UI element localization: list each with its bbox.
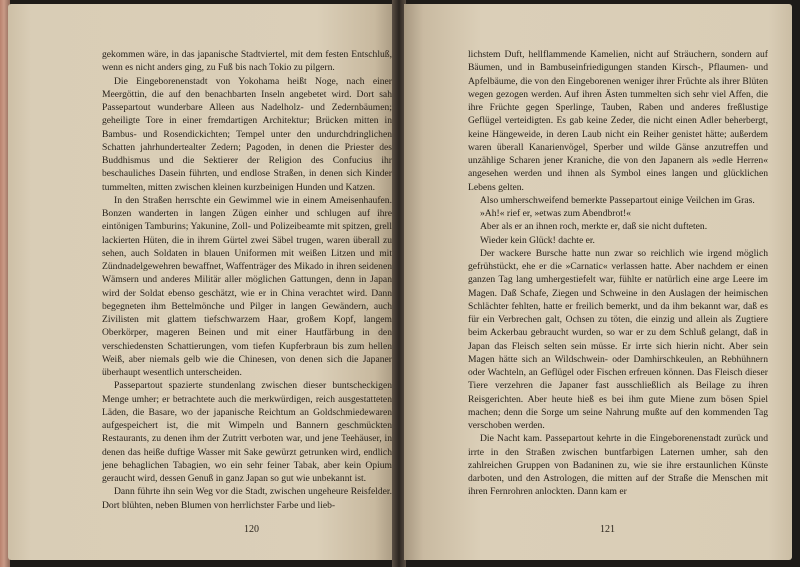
- right-page-text: [468, 48, 768, 499]
- page-number: 121: [600, 524, 615, 535]
- paragraph: Passepartout spazierte stundenlang zwischen dieser buntscheckigen Menge umher; er betrachtete auch die merkwürdigen, reich ausgestatteten Läden, die Basare, wo der japanische Reichtum an Goldschmiedewaren aufgespeichert ist, die mit Wimpeln und Bannern geschmückten Restaurants, zu denen ihm der Zutritt verboten war, und jene Teehäuser, in denen das heiße duftige Wasser mit Sake gewürzt getrunken wird, endlich jene behaglichen Tabagien, wo ein sehr feiner Tabak, aber kein Opium geraucht wird, dessen Genuß in ganz Japan so gut wie unbekannt ist.: [102, 380, 392, 484]
- paragraph: Die Eingeborenenstadt von Yokohama heißt Noge, nach einer Meergöttin, die auf den benachbarten Inseln angebetet wird. Dort sah Passepartout wunderbare Alleen aus Nadelholz- und Zedernbäumen; geheiligte Tore in einer fremdartigen Architektur; Brücken mitten in Bambus- und Rosendickichten; Tempel unter den undurchdringlichen Schatten jahrhundertealter Zedern; Pagoden, in denen die Priester des Buddhismus und die Sektierer der Religion des Confucius ihr beschauliches Dasein führten, und endlose Straßen, in denen sich Kinder tummelten, mitten zwischen kleinen kurzbeinigen Hunden und Katzen.: [102, 75, 392, 193]
- page-number: 120: [244, 524, 259, 535]
- right-page: [404, 4, 792, 560]
- paragraph: gekommen wäre, in das japanische Stadtviertel, mit dem festen Entschluß, wenn es nicht anders ging, zu Fuß bis nach Tokio zu pilgern.: [102, 49, 392, 74]
- paragraph: Die Nacht kam. Passepartout kehrte in die Eingeborenenstadt zurück und irrte in den Straßen zwischen buntfarbigen Laternen umher, sah den zahlreichen Gruppen von Badaninen zu, wie sie ihre erstaunlichen Künste darboten, und den Astrologen, die mitten auf der Straße die Menschen mit ihren Fernrohren anlockten. Dann kam er: [468, 433, 768, 498]
- paragraph: In den Straßen herrschte ein Gewimmel wie in einem Ameisenhaufen. Bonzen wanderten in langen Zügen einher und schlugen auf ihre eintönigen Tamburins; Yakunine, Zoll- und Polizeibeamte mit spitzen, grell lackierten Hüten, die in ihrem Gürtel zwei Säbel trugen, waren überall zu sehen, auch Soldaten in blauen Uniformen mit weißen Litzen und mit Zündnadelgewehren bewaffnet, Waffenträger des Mikado in ihren seidenen Wämsern und anderes Militär aller möglichen Gattungen, denn in Japan wird der Soldat ebenso geschätzt, wie er in China verachtet wird. Dann begegneten ihm Bettelmönche und Pilger in langen Gewändern, auch Zivilisten mit glattem tiefschwarzem Haar, großem Kopf, langem Oberkörper, mageren Beinen und mit einer Hautfärbung in den verschiedensten Schattierungen, vom tiefen Kupferbraun bis zum hellen Weiß, aber niemals gelb wie die Chinesen, von denen sich die Japaner überhaupt wesentlich unterscheiden.: [102, 194, 392, 378]
- paragraph: lichstem Duft, hellflammende Kamelien, nicht auf Sträuchern, sondern auf Bäumen, und in Bambuseinfriedigungen standen Kirsch-, Pflaumen- und Apfelbäume, die von den Eingeborenen weniger ihrer Früchte als ihrer Blüten wegen gezogen werden. Auf ihren Ästen tummelten sich sehr viel Affen, die ihre Früchte gegen Sperlinge, Tauben, Raben und anderes freßlustige Geflügel verteidigten. Es gab keine Zeder, die nicht einen Adler beherbergt, keine Hängeweide, in deren Laub nicht ein Reiher genistet hätte; außerdem waren überall Kanarienvögel, Sperber und wilde Gänse anzutreffen und unzählige Scharen jener Kraniche, die von den Japanern als »edle Herren« angesehen werden und ihnen als Symbol eines langen und glücklichen Lebens gelten.: [468, 49, 768, 193]
- paragraph: Der wackere Bursche hatte nun zwar so reichlich wie irgend möglich gefrühstückt, ehe er die »Carnatic« verlassen hatte. Aber nachdem er einen ganzen Tag lang umhergestiefelt war, fühlte er natürlich eine arge Leere im Magen. Daß Schafe, Ziegen und Schweine in den Auslagen der heimischen Schlächter fehlten, hatte er freilich bemerkt, und da ihm bekannt war, daß es für ein Verbrechen galt, Ochsen zu töten, die einzig und allein als Zugtiere beim Ackerbau gebraucht wurden, so war er zu dem Schluß gelangt, daß in Japan das Fleisch selten sein müsse. Er irrte sich hierin nicht. Aber sein Magen hätte sich an Wildschwein- oder Damhirschkeulen, an Rebhühnern oder Wachteln, an Geflügel oder Fischen erfreuen können. Das Fleisch dieser Tiere verzehren die Japaner fast ausschließlich als Beilage zu ihren Reisgerichten. Aber heute hieß es bei ihm gute Miene zum bösen Spiel machen; denn die Sorge um seine Nahrung mußte auf den kommenden Tag verschoben werden.: [468, 247, 768, 431]
- paragraph: Also umherschweifend bemerkte Passepartout einige Veilchen im Gras.: [480, 194, 755, 206]
- paragraph: Wieder kein Glück! dachte er.: [480, 234, 595, 246]
- paragraph: Dann führte ihn sein Weg vor die Stadt, zwischen ungeheure Reisfelder. Dort blühten, neben Blumen von herrlichster Farbe und lieb-: [102, 486, 392, 511]
- paragraph: »Ah!« rief er, »etwas zum Abendbrot!«: [480, 208, 631, 219]
- left-page-text: [102, 48, 392, 512]
- paragraph: Aber als er an ihnen roch, merkte er, daß sie nicht dufteten.: [480, 221, 708, 233]
- left-page: [8, 4, 394, 560]
